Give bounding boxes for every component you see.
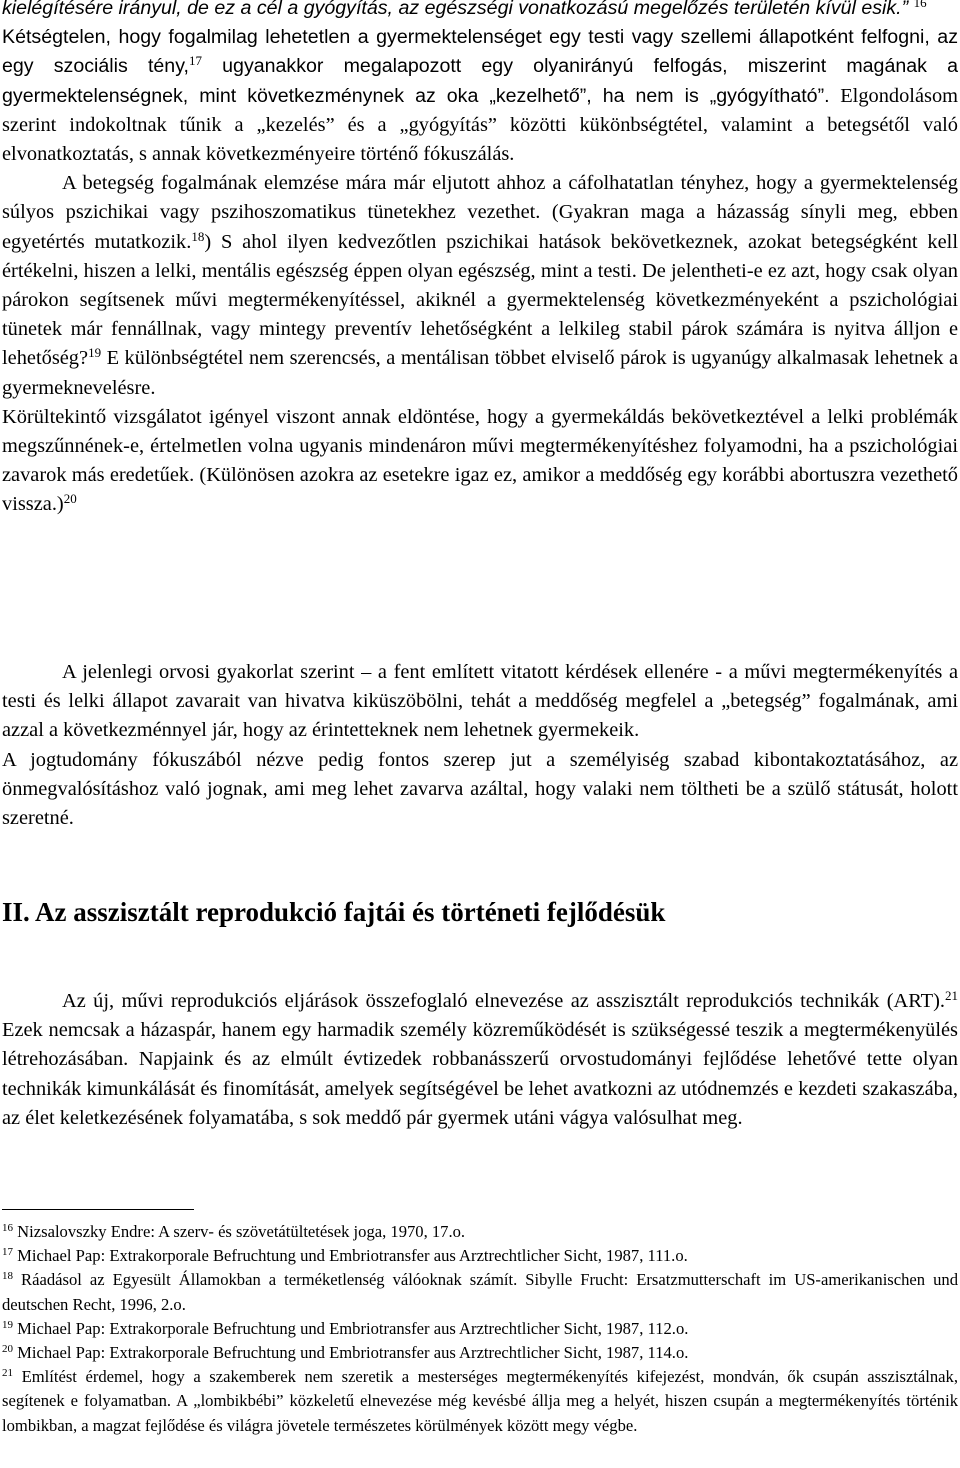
page-body-top <box>2 0 958 520</box>
paragraph-3 <box>2 403 958 520</box>
top-fragment-text: kielégítésére irányul, de ez a cél a gyógyítás, az egészségi vonatkozású megelőzés területén kívül esik.” <box>2 0 909 19</box>
footnote-text: Ráadásol az Egyesült Államokban a terméketlenség válóoknak számít. Sibylle Frucht: Ersatzmutterschaft im US-amerikanischen und deutschen Recht, 1996, 2.o. <box>2 1270 958 1314</box>
footnote-number: 21 <box>2 1367 13 1380</box>
footnote-number: 16 <box>2 1222 13 1234</box>
footnote-ref-20: 20 <box>63 491 77 507</box>
top-fragment <box>2 0 958 23</box>
footnote-ref-21: 21 <box>945 988 958 1003</box>
footnote-21 <box>2 1365 958 1438</box>
footnote-ref-16: 16 <box>913 0 927 10</box>
footnote-19 <box>2 1317 958 1341</box>
footnote-text: Nizsalovszky Endre: A szerv- és szövetátültetések joga, 1970, 17.o. <box>17 1222 466 1241</box>
paragraph-2-b: ) S ahol ilyen kedvezőtlen pszichikai hatások bekövetkeznek, azokat betegségként kell értékelni, hiszen a lelki, mentális egészség éppen olyan egészség, mint a testi. De jelentheti-e ez azt, hogy csak olyan párokon segítsenek művi megtermékenyítéssel, akiknél a gyermektelenség következményeként a pszichológiai tünetek már fennállnak, vagy mintegy preventív lehetőségként a lelkileg stabil párok számára is nyitva álljon e lehetőség? <box>2 230 958 370</box>
footnote-text: Michael Pap: Extrakorporale Befruchtung und Embriotransfer aus Arztrechtlicher Sicht, 1987, 114.o. <box>17 1343 689 1363</box>
paragraph-6-b: Ezek nemcsak a házaspár, hanem egy harmadik személy közreműködését is szükségessé teszik a megtermékenyülés létrehozásában. Napjaink és az elmúlt évtizedek robbanásszerű orvostudományi fejlődése lehetővé tette olyan technikák kimunkálását és finomítását, amelyek segítségével be lehet avatkozni az utódnemzés e kezdeti szakaszába, az élet keletkezésének folyamatába, s sok meddő pár gyermek utáni vágya valósulhat meg. <box>2 1019 958 1129</box>
footnote-ref-19: 19 <box>88 345 102 361</box>
footnote-ref-17: 17 <box>188 53 202 69</box>
page-body-middle <box>2 658 958 833</box>
paragraph-5: A jogtudomány fókuszából nézve pedig fontos szerep jut a személyiség szabad kibontakoztatásához, az önmegvalósításhoz való jognak, ami meg lehet zavarva azáltal, hogy valaki nem töltheti be a szülő státusát, holott szeretné. <box>2 748 958 830</box>
paragraph-4: A jelenlegi orvosi gyakorlat szerint – a fent említett vitatott kérdések ellenére - a művi megtermékenyítés a testi és lelki állapot zavarait van hivatva kiküszöbölni, tehát a meddőség megfelel a „betegség” fogalmának, ami azzal a következménnyel jár, hogy az érintetteknek nem lehetnek gyermekeik. <box>2 661 958 742</box>
footnotes <box>2 1220 958 1438</box>
paragraph-1-serif: Elgondolásom szerint indokoltnak tűnik a „kezelés” és a „gyógyítás” közötti kükönbségtétel, valamint a betegsétől való elvonatkoztatás, s annak következményeire történő fókuszálás. <box>2 84 958 166</box>
paragraph-3-text: Körültekintő vizsgálatot igényel viszont annak eldöntése, hogy a gyermekáldás bekövetkeztével a lelki problémák megszűnnének-e, értelmetlen volna ugyanis mindenáron művi megtermékenyítéshez folyamodni, ha a pszichológiai zavarok más eredetűek. (Különösen azokra az esetekre igaz ez, amikor a meddőség egy korábbi abortuszra vezethető vissza.) <box>2 405 958 516</box>
footnote-text: Michael Pap: Extrakorporale Befruchtung und Embriotransfer aus Arztrechtlicher Sicht, 1987, 112.o. <box>17 1318 689 1338</box>
footnote-17 <box>2 1244 958 1268</box>
footnote-18 <box>2 1268 958 1316</box>
footnote-divider <box>2 1209 194 1210</box>
footnote-number: 18 <box>2 1270 13 1283</box>
paragraph-6 <box>2 987 958 1133</box>
paragraph-1-sans-a: Kétségtelen, hogy fogalmilag lehetetlen a gyermektelenséget egy testi vagy szellemi állapotként felfogni, az egy szociális tény, <box>2 26 958 78</box>
page-body-bottom <box>2 987 958 1133</box>
paragraph-1-sans-b: ugyanakkor megalapozott egy olyanirányú felfogás, miszerint magának a gyermektelenségnek, mint következménynek az oka „kezelhető”, ha nem is „gyógyítható”. <box>2 55 958 107</box>
section-heading: II. Az asszisztált reprodukció fajtái és történeti fejlődésük <box>2 897 666 927</box>
footnote-number: 17 <box>2 1246 13 1259</box>
footnote-ref-18: 18 <box>191 228 205 244</box>
paragraph-2 <box>2 169 958 403</box>
paragraph-2-a: A betegség fogalmának elemzése mára már eljutott ahhoz a cáfolhatatlan tényhez, hogy a gyermektelenség súlyos pszichikai vagy pszihoszomatikus tünetekhez vezethet. (Gyakran maga a házasság sínyli meg, ebben egyetértés mutatkozik. <box>2 172 958 253</box>
footnote-number: 20 <box>2 1343 13 1356</box>
footnote-text: Michael Pap: Extrakorporale Befruchtung und Embriotransfer aus Arztrechtlicher Sicht, 1987, 111.o. <box>17 1246 688 1266</box>
footnote-text: Említést érdemel, hogy a szakemberek nem szeretik a mesterséges megtermékenyítés kifejezést, mondván, ők csupán asszisztálnak, segítenek e folyamatban. A „lombikbébi” közkeletű elnevezése még kevésbé állja meg a helyét, hiszen csupán a megtermékenyítés történik lombikban, a magzat fejlődése és világra jövetele természetes körülmények között megy végbe. <box>2 1367 958 1435</box>
footnote-20 <box>2 1341 958 1365</box>
footnote-16 <box>2 1220 958 1244</box>
paragraph-1 <box>2 23 958 169</box>
paragraph-2-c: E különbségtétel nem szerencsés, a mentálisan többet elviselő párok is ugyanúgy alkalmasak lehetnek a gyermeknevelésre. <box>2 347 958 399</box>
paragraph-6-a: Az új, művi reprodukciós eljárások összefoglaló elnevezése az asszisztált reprodukciós technikák (ART). <box>62 990 945 1012</box>
footnote-number: 19 <box>2 1318 13 1331</box>
